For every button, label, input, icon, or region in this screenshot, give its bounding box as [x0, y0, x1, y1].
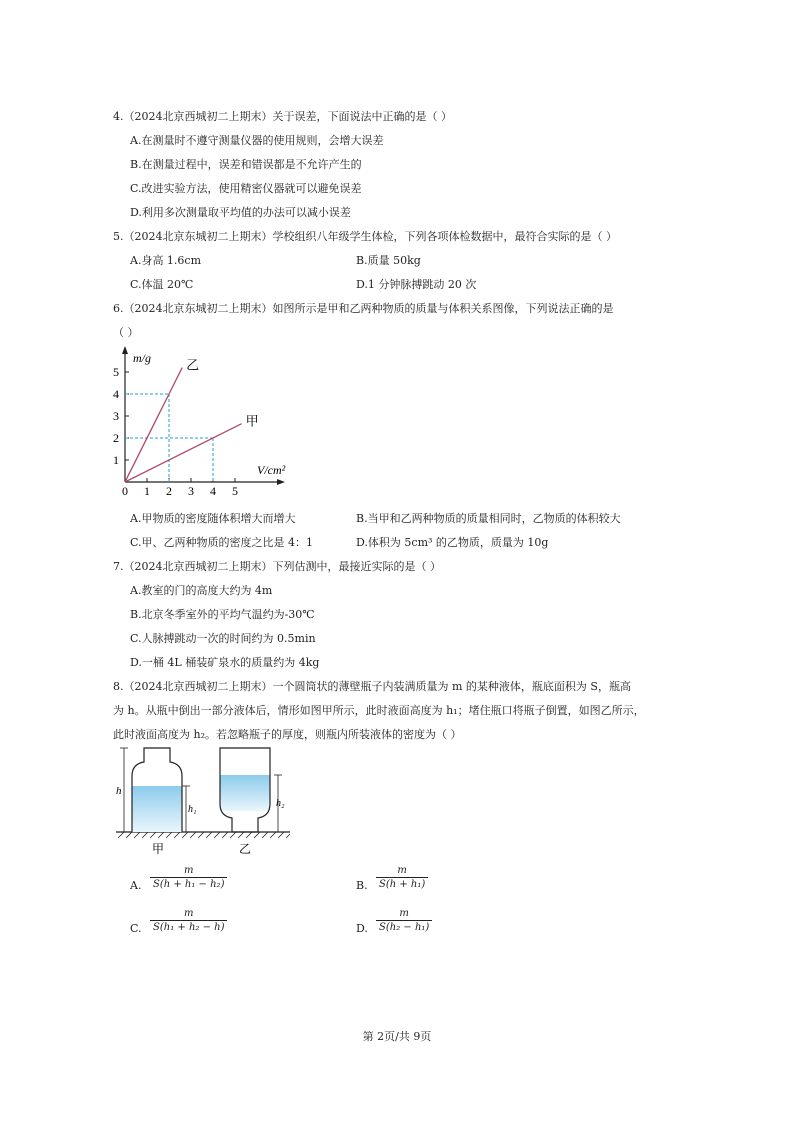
x-axis-label: V/cm² [257, 463, 286, 477]
q5-option-b: B.质量 50kg [356, 254, 421, 267]
q4-option-a: A.在测量时不遵守测量仪器的使用规则，会增大误差 [130, 134, 384, 147]
q7-option-d: D.一桶 4L 桶装矿泉水的质量约为 4kg [130, 656, 320, 669]
q8-option-b-letter: B. [356, 879, 368, 892]
series-label: 甲 [245, 413, 259, 429]
q8-stem-line2: 为 h。从瓶中倒出一部分液体后，情形如图甲所示，此时液面高度为 h₁；堵住瓶口将瓶子倒置，如图乙所示， [113, 704, 645, 717]
q8-option-d-fraction: m S(h₂ − h₁) [376, 908, 432, 933]
q8-option-d-letter: D. [356, 922, 368, 935]
y-tick-label: 4 [113, 387, 119, 401]
caption-left: 甲 [152, 842, 165, 856]
q4-option-b: B.在测量过程中，误差和错误都是不允许产生的 [130, 158, 362, 171]
q6-stem: 6.（2024北京东城初二上期末）如图所示是甲和乙两种物质的质量与体积关系图像，下列说法正确的是 [113, 302, 614, 315]
x-tick-label: 4 [210, 484, 216, 498]
y-tick-label: 3 [113, 409, 119, 423]
series-line-甲 [125, 424, 242, 482]
q8-option-c-fraction: m S(h₁ + h₂ − h) [150, 908, 227, 933]
bottle-figure [112, 742, 292, 860]
q7-stem: 7.（2024北京西城初二上期末）下列估测中，最接近实际的是（ ） [113, 560, 441, 573]
q6-option-d: D.体积为 5cm³ 的乙物质，质量为 10g [356, 536, 549, 549]
q8-option-c-letter: C. [130, 922, 142, 935]
q6-option-b: B.当甲和乙两种物质的质量相同时，乙物质的体积较大 [356, 512, 621, 525]
x-tick-label: 1 [144, 484, 150, 498]
q6-option-c: C.甲、乙两种物质的密度之比是 4：1 [130, 536, 314, 549]
y-tick-label: 2 [113, 431, 119, 445]
y-axis-label: m/g [133, 351, 151, 365]
q8-stem-line3: 此时液面高度为 h₂。若忽略瓶子的厚度，则瓶内所装液体的密度为（ ） [113, 728, 462, 741]
q5-option-c: C.体温 20℃ [130, 278, 194, 291]
ground-hatch [118, 832, 290, 838]
label-h2: h₂ [276, 798, 285, 809]
q7-option-a: A.教室的门的高度大约为 4m [130, 584, 273, 597]
q4-option-d: D.利用多次测量取平均值的办法可以减小误差 [130, 206, 351, 219]
liquid-right [220, 775, 270, 811]
series-line-乙 [125, 368, 182, 482]
liquid-left [132, 786, 182, 832]
q8-option-a-fraction: m S(h + h₁ − h₂) [150, 865, 227, 890]
x-tick-label: 3 [188, 484, 194, 498]
q5-option-a: A.身高 1.6cm [130, 254, 202, 267]
x-axis-arrow [277, 479, 285, 485]
q8-stem-line1: 8.（2024北京西城初二上期末）一个圆筒状的薄壁瓶子内装满质量为 m 的某种液体，瓶底面积为 S，瓶高 [113, 680, 631, 693]
label-h: h [116, 785, 122, 797]
x-tick-label: 0 [122, 484, 128, 498]
y-tick-label: 5 [113, 365, 119, 379]
x-tick-label: 5 [232, 484, 238, 498]
q7-option-b: B.北京冬季室外的平均气温约为-30℃ [130, 608, 315, 621]
label-h1: h₁ [188, 804, 197, 815]
page-footer: 第 2页/共 9页 [362, 1030, 432, 1043]
y-tick-label: 1 [113, 453, 119, 467]
q7-option-c: C.人脉搏跳动一次的时间约为 0.5min [130, 632, 316, 645]
mass-volume-chart [105, 340, 305, 500]
caption-right: 乙 [239, 842, 252, 856]
q5-option-d: D.1 分钟脉搏跳动 20 次 [356, 278, 477, 291]
q6-stem-cont: （ ） [113, 326, 139, 339]
x-tick-label: 2 [166, 484, 172, 498]
series-label: 乙 [186, 357, 200, 373]
q6-option-a: A.甲物质的密度随体积增大而增大 [130, 512, 296, 525]
q5-stem: 5.（2024北京东城初二上期末）学校组织八年级学生体检，下列各项体检数据中，最符合实际的是（ ） [113, 230, 617, 243]
y-axis-arrow [122, 346, 128, 354]
q4-option-c: C.改进实验方法，使用精密仪器就可以避免误差 [130, 182, 362, 195]
q8-option-a-letter: A. [130, 879, 142, 892]
q8-option-b-fraction: m S(h + h₁) [376, 865, 428, 890]
q4-stem: 4.（2024北京西城初二上期末）关于误差，下面说法中正确的是（ ） [113, 110, 452, 123]
